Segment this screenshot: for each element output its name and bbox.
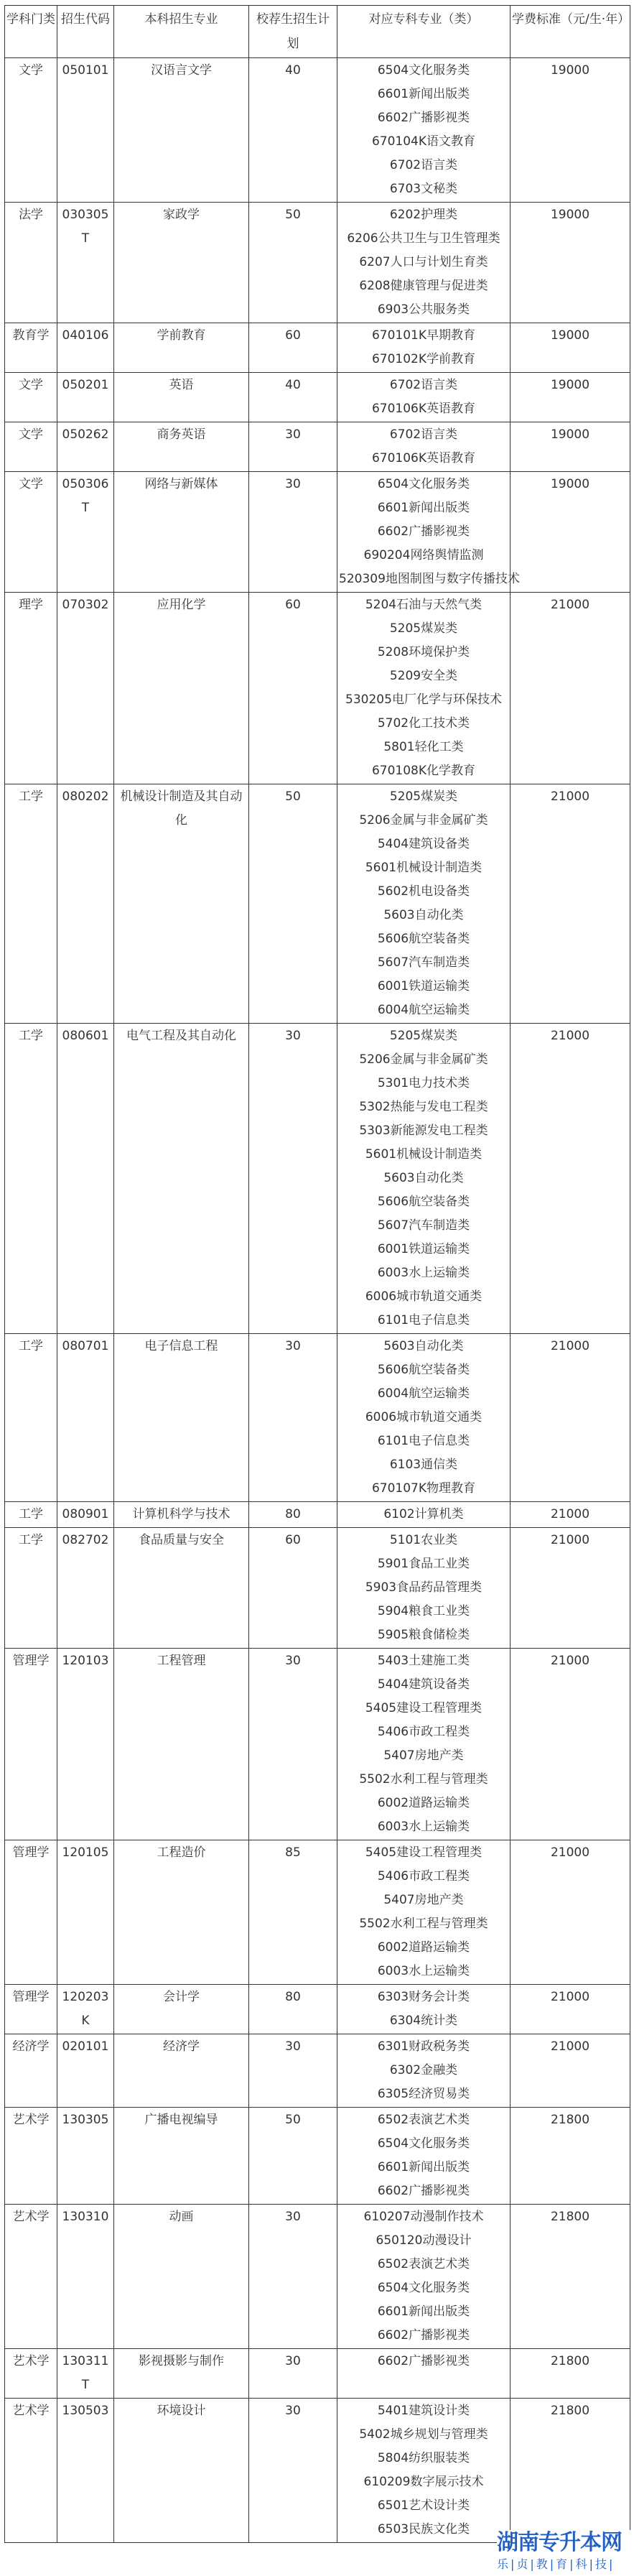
- related-major-item: 6302金融类: [389, 2063, 458, 2077]
- related-major-item: 5903食品药品管理类: [365, 1580, 483, 1595]
- cell-related-majors: [337, 1502, 511, 1528]
- cell-category: 文学: [5, 472, 57, 593]
- cell-plan: 80: [249, 1985, 337, 2034]
- cell-related-majors: [337, 422, 511, 472]
- cell-category: 经济学: [5, 2034, 57, 2108]
- cell-major: 机械设计制造及其自动化: [114, 784, 249, 1024]
- table-row: [5, 58, 630, 203]
- cell-fee: 21000: [511, 1502, 630, 1528]
- related-major-item: 6301财政税务类: [377, 2039, 470, 2054]
- related-major-item: 6602广播影视类: [377, 2184, 470, 2198]
- cell-code: 080202: [57, 784, 114, 1024]
- cell-major: 会计学: [114, 1985, 249, 2034]
- related-major-item: 6303财务会计类: [377, 1990, 470, 2004]
- cell-related-majors: [337, 58, 511, 203]
- table-row: [5, 472, 630, 593]
- related-major-item: 670106K英语教育: [371, 451, 476, 465]
- related-major-item: 6602广播影视类: [377, 2354, 470, 2368]
- cell-plan: 30: [249, 1649, 337, 1840]
- cell-major: 电气工程及其自动化: [114, 1024, 249, 1334]
- related-major-item: 6501艺术设计类: [377, 2498, 470, 2513]
- related-major-item: 5702化工技术类: [377, 716, 470, 731]
- related-major-item: 5205煤炭类: [389, 1029, 458, 1043]
- cell-major: 工程造价: [114, 1840, 249, 1985]
- related-major-item: 5603自动化类: [383, 1339, 464, 1353]
- cell-fee: 21800: [511, 2205, 630, 2349]
- related-major-item: 5502水利工程与管理类: [359, 1772, 488, 1787]
- table-row: [5, 784, 630, 1024]
- cell-fee: 19000: [511, 472, 630, 593]
- cell-major: 经济学: [114, 2034, 249, 2108]
- cell-code: 130310: [57, 2205, 114, 2349]
- related-major-item: 6002道路运输类: [377, 1796, 470, 1810]
- related-major-item: 670101K早期教育: [371, 328, 476, 343]
- table-row: [5, 2034, 630, 2108]
- cell-related-majors: [337, 2349, 511, 2399]
- table-row: [5, 373, 630, 422]
- cell-related-majors: [337, 1649, 511, 1840]
- related-major-item: 6001铁道运输类: [377, 979, 470, 993]
- related-major-item: 6006城市轨道交通类: [365, 1410, 483, 1424]
- cell-code: 050306T: [57, 472, 114, 593]
- related-major-item: 5206金属与非金属矿类: [359, 1052, 488, 1067]
- cell-fee: 21000: [511, 1840, 630, 1985]
- header-major: 本科招生专业: [114, 6, 249, 58]
- cell-code: 040106: [57, 323, 114, 373]
- cell-related-majors: [337, 1985, 511, 2034]
- related-major-item: 5205煤炭类: [389, 621, 458, 636]
- related-major-item: 6002道路运输类: [377, 1940, 470, 1955]
- cell-related-majors: [337, 1528, 511, 1649]
- cell-code: 070302: [57, 593, 114, 784]
- related-major-item: 6004航空运输类: [377, 1386, 470, 1401]
- related-major-item: 6602广播影视类: [377, 111, 470, 125]
- cell-fee: 21000: [511, 784, 630, 1024]
- cell-related-majors: [337, 2205, 511, 2349]
- header-code: 招生代码: [57, 6, 114, 58]
- table-row: [5, 1649, 630, 1840]
- cell-plan: 30: [249, 1024, 337, 1334]
- cell-related-majors: [337, 472, 520, 593]
- related-major-item: 5606航空装备类: [377, 932, 470, 946]
- related-major-item: 5607汽车制造类: [377, 955, 470, 970]
- cell-code: 080901: [57, 1502, 114, 1528]
- related-major-item: 6304统计类: [389, 2014, 458, 2028]
- related-major-item: 610207动漫制作技术: [363, 2210, 484, 2224]
- related-major-item: 5502水利工程与管理类: [359, 1917, 488, 1931]
- related-major-item: 5607汽车制造类: [377, 1218, 470, 1233]
- related-major-item: 5405建设工程管理类: [365, 1845, 483, 1860]
- cell-code: 080701: [57, 1334, 114, 1502]
- related-major-item: 5603自动化类: [383, 908, 464, 922]
- cell-category: 艺术学: [5, 2108, 57, 2205]
- related-major-item: 5904粮食工业类: [377, 1604, 470, 1618]
- cell-major: 动画: [114, 2205, 249, 2349]
- cell-category: 工学: [5, 784, 57, 1024]
- cell-major: 网络与新媒体: [114, 472, 249, 593]
- cell-major: 英语: [114, 373, 249, 422]
- related-major-item: 6305经济贸易类: [377, 2087, 470, 2101]
- related-major-item: 6001铁道运输类: [377, 1242, 470, 1256]
- table-row: [5, 1840, 630, 1985]
- cell-major: 计算机科学与技术: [114, 1502, 249, 1528]
- related-major-item: 5801轻化工类: [383, 740, 464, 754]
- cell-code: 020101: [57, 2034, 114, 2108]
- cell-code: 120203K: [57, 1985, 114, 2034]
- cell-code: 050201: [57, 373, 114, 422]
- related-major-item: 5601机械设计制造类: [365, 861, 483, 875]
- cell-category: 理学: [5, 593, 57, 784]
- related-major-item: 6101电子信息类: [377, 1313, 470, 1328]
- cell-related-majors: [337, 373, 511, 422]
- related-major-item: 6702语言类: [389, 378, 458, 392]
- cell-plan: 60: [249, 1528, 337, 1649]
- related-major-item: 5606航空装备类: [377, 1195, 470, 1209]
- cell-code: 050101: [57, 58, 114, 203]
- cell-category: 教育学: [5, 323, 57, 373]
- related-major-item: 6601新闻出版类: [377, 87, 470, 101]
- related-major-item: 670102K学前教育: [371, 352, 476, 366]
- cell-code: 030305T: [57, 203, 114, 323]
- cell-category: 管理学: [5, 1985, 57, 2034]
- related-major-item: 5804纺织服装类: [377, 2451, 470, 2465]
- related-major-item: 6003水上运输类: [377, 1964, 470, 1978]
- related-major-item: 6006城市轨道交通类: [365, 1289, 483, 1304]
- cell-plan: 50: [249, 203, 337, 323]
- cell-related-majors: [337, 323, 511, 373]
- table-row: [5, 1024, 630, 1334]
- related-major-item: 5606航空装备类: [377, 1363, 470, 1377]
- related-major-item: 5404建筑设备类: [377, 1677, 470, 1692]
- related-major-item: 6206公共卫生与卫生管理类: [347, 231, 500, 246]
- cell-plan: 30: [249, 2399, 337, 2543]
- related-major-item: 6504文化服务类: [377, 2281, 470, 2295]
- related-major-item: 6601新闻出版类: [377, 501, 470, 515]
- cell-plan: 40: [249, 58, 337, 203]
- related-major-item: 670107K物理教育: [371, 1481, 476, 1496]
- cell-plan: 50: [249, 784, 337, 1024]
- related-major-item: 6101电子信息类: [377, 1434, 470, 1448]
- cell-fee: 21000: [511, 593, 630, 784]
- cell-major: 工程管理: [114, 1649, 249, 1840]
- cell-plan: 30: [249, 2349, 337, 2399]
- cell-category: 法学: [5, 203, 57, 323]
- related-major-item: 5901食品工业类: [377, 1557, 470, 1571]
- cell-related-majors: [337, 1334, 511, 1502]
- cell-fee: 21000: [511, 1985, 630, 2034]
- cell-major: 商务英语: [114, 422, 249, 472]
- cell-major: 家政学: [114, 203, 249, 323]
- cell-code: 082702: [57, 1528, 114, 1649]
- cell-major: 广播电视编导: [114, 2108, 249, 2205]
- table-row: [5, 1985, 630, 2034]
- cell-plan: 30: [249, 1334, 337, 1502]
- cell-plan: 85: [249, 1840, 337, 1985]
- related-major-item: 6702语言类: [389, 158, 458, 172]
- cell-category: 工学: [5, 1334, 57, 1502]
- cell-major: 应用化学: [114, 593, 249, 784]
- cell-fee: 19000: [511, 323, 630, 373]
- cell-fee: 21000: [511, 1024, 630, 1334]
- table-row: [5, 422, 630, 472]
- cell-fee: 21000: [511, 2034, 630, 2108]
- cell-plan: 80: [249, 1502, 337, 1528]
- related-major-item: 6207人口与计划生育类: [359, 255, 488, 269]
- related-major-item: 6202护理类: [389, 208, 458, 222]
- related-major-item: 5601机械设计制造类: [365, 1147, 483, 1162]
- cell-category: 工学: [5, 1024, 57, 1334]
- related-major-item: 5603自动化类: [383, 1171, 464, 1185]
- watermark-title: 湖南专升本网: [497, 2530, 622, 2555]
- cell-category: 文学: [5, 422, 57, 472]
- related-major-item: 6102计算机类: [383, 1507, 464, 1521]
- cell-plan: 30: [249, 2205, 337, 2349]
- related-major-item: 5403土建施工类: [377, 1654, 470, 1668]
- related-major-item: 5407房地产类: [383, 1748, 464, 1763]
- table-row: [5, 593, 630, 784]
- cell-category: 文学: [5, 58, 57, 203]
- cell-plan: 30: [249, 2034, 337, 2108]
- related-major-item: 5404建筑设备类: [377, 837, 470, 851]
- related-major-item: 5406市政工程类: [377, 1869, 470, 1884]
- related-major-item: 6208健康管理与促进类: [359, 279, 488, 293]
- cell-related-majors: [337, 1840, 511, 1985]
- related-major-item: 6502表演艺术类: [377, 2113, 470, 2127]
- cell-category: 工学: [5, 1502, 57, 1528]
- cell-plan: 60: [249, 323, 337, 373]
- table-row: [5, 323, 630, 373]
- table-row: [5, 1334, 630, 1502]
- cell-plan: 30: [249, 422, 337, 472]
- cell-fee: 21000: [511, 1649, 630, 1840]
- cell-code: 120105: [57, 1840, 114, 1985]
- related-major-item: 6503民族文化类: [377, 2522, 470, 2536]
- cell-related-majors: [337, 1024, 511, 1334]
- related-major-item: 5905粮食储检类: [377, 1628, 470, 1642]
- related-major-item: 6502表演艺术类: [377, 2257, 470, 2271]
- table-row: [5, 2205, 630, 2349]
- related-major-item: 6602广播影视类: [377, 2328, 470, 2343]
- cell-related-majors: [337, 784, 511, 1024]
- related-major-item: 5402城乡规划与管理类: [359, 2427, 488, 2442]
- related-major-item: 5406市政工程类: [377, 1725, 470, 1739]
- related-major-item: 6504文化服务类: [377, 63, 470, 78]
- related-major-item: 5302热能与发电工程类: [359, 1100, 488, 1114]
- cell-major: 食品质量与安全: [114, 1528, 249, 1649]
- cell-category: 艺术学: [5, 2349, 57, 2399]
- cell-fee: 21800: [511, 2349, 630, 2399]
- related-major-item: 6702语言类: [389, 427, 458, 442]
- table-row: [5, 2108, 630, 2205]
- related-major-item: 670108K化学教育: [371, 764, 476, 778]
- header-plan: 校荐生招生计划: [249, 6, 337, 58]
- related-major-item: 5101农业类: [389, 1533, 458, 1547]
- table-row: [5, 203, 630, 323]
- watermark-subtitle: 乐|贞|教|育|科|技|: [497, 2557, 615, 2571]
- related-major-item: 6601新闻出版类: [377, 2304, 470, 2319]
- related-major-item: 5602机电设备类: [377, 884, 470, 899]
- related-major-item: 530205电厂化学与环保技术: [345, 692, 502, 707]
- related-major-item: 6004航空运输类: [377, 1003, 470, 1017]
- cell-category: 艺术学: [5, 2205, 57, 2349]
- related-major-item: 690204网络舆情监测: [363, 548, 484, 562]
- related-major-item: 5209安全类: [389, 669, 458, 683]
- cell-major: 汉语言文学: [114, 58, 249, 203]
- cell-code: 120103: [57, 1649, 114, 1840]
- related-major-item: 6903公共服务类: [377, 302, 470, 317]
- related-major-item: 5407房地产类: [383, 1893, 464, 1907]
- cell-category: 管理学: [5, 1840, 57, 1985]
- related-major-item: 6504文化服务类: [377, 477, 470, 491]
- related-major-item: 6103通信类: [389, 1458, 458, 1472]
- cell-code: 050262: [57, 422, 114, 472]
- table-body: [5, 58, 630, 2543]
- related-major-item: 520309地图制图与数字传播技术: [339, 572, 520, 586]
- related-major-item: 6602广播影视类: [377, 524, 470, 539]
- cell-related-majors: [337, 2399, 511, 2543]
- enrollment-table: [4, 5, 630, 2543]
- cell-code: 080601: [57, 1024, 114, 1334]
- cell-major: 学前教育: [114, 323, 249, 373]
- related-major-item: 6003水上运输类: [377, 1266, 470, 1280]
- related-major-item: 650120动漫设计: [376, 2233, 472, 2248]
- related-major-item: 6703文秘类: [389, 182, 458, 196]
- cell-code: 130503: [57, 2399, 114, 2543]
- related-major-item: 5401建筑设计类: [377, 2404, 470, 2418]
- cell-major: 环境设计: [114, 2399, 249, 2543]
- related-major-item: 6003水上运输类: [377, 1820, 470, 1834]
- cell-fee: 21000: [511, 1334, 630, 1502]
- related-major-item: 5206金属与非金属矿类: [359, 813, 488, 828]
- related-major-item: 5303新能源发电工程类: [359, 1123, 488, 1138]
- cell-major: 电子信息工程: [114, 1334, 249, 1502]
- cell-related-majors: [337, 203, 511, 323]
- related-major-item: 5301电力技术类: [377, 1076, 470, 1090]
- watermark-logo: [497, 2530, 634, 2576]
- table-row: [5, 1528, 630, 1649]
- cell-category: 艺术学: [5, 2399, 57, 2543]
- related-major-item: 5204石油与天然气类: [365, 598, 483, 612]
- cell-code: 130305: [57, 2108, 114, 2205]
- cell-plan: 40: [249, 373, 337, 422]
- related-major-item: 5405建设工程管理类: [365, 1701, 483, 1715]
- cell-category: 文学: [5, 373, 57, 422]
- related-major-item: 6601新闻出版类: [377, 2160, 470, 2174]
- cell-major: 影视摄影与制作: [114, 2349, 249, 2399]
- header-related: 对应专科专业（类）: [337, 6, 511, 58]
- cell-category: 工学: [5, 1528, 57, 1649]
- cell-related-majors: [337, 593, 511, 784]
- cell-fee: 21800: [511, 2399, 630, 2543]
- cell-fee: 19000: [511, 203, 630, 323]
- related-major-item: 670104K语文教育: [371, 134, 476, 149]
- cell-fee: 21000: [511, 1528, 630, 1649]
- related-major-item: 610209数字展示技术: [363, 2475, 484, 2489]
- related-major-item: 6504文化服务类: [377, 2136, 470, 2151]
- related-major-item: 5205煤炭类: [389, 789, 458, 804]
- cell-fee: 19000: [511, 58, 630, 203]
- cell-related-majors: [337, 2034, 511, 2108]
- cell-related-majors: [337, 2108, 511, 2205]
- cell-code: 130311T: [57, 2349, 114, 2399]
- cell-fee: 19000: [511, 422, 630, 472]
- table-row: [5, 2349, 630, 2399]
- cell-fee: 19000: [511, 373, 630, 422]
- table-row: [5, 2399, 630, 2543]
- table-row: [5, 1502, 630, 1528]
- cell-plan: 60: [249, 593, 337, 784]
- table-header-row: [5, 6, 630, 58]
- cell-plan: 50: [249, 2108, 337, 2205]
- header-category: 学科门类: [5, 6, 57, 58]
- cell-plan: 30: [249, 472, 337, 593]
- cell-fee: 21800: [511, 2108, 630, 2205]
- cell-category: 管理学: [5, 1649, 57, 1840]
- related-major-item: 670106K英语教育: [371, 402, 476, 416]
- related-major-item: 5208环境保护类: [377, 645, 470, 659]
- header-fee: 学费标准（元/生·年）: [511, 6, 630, 58]
